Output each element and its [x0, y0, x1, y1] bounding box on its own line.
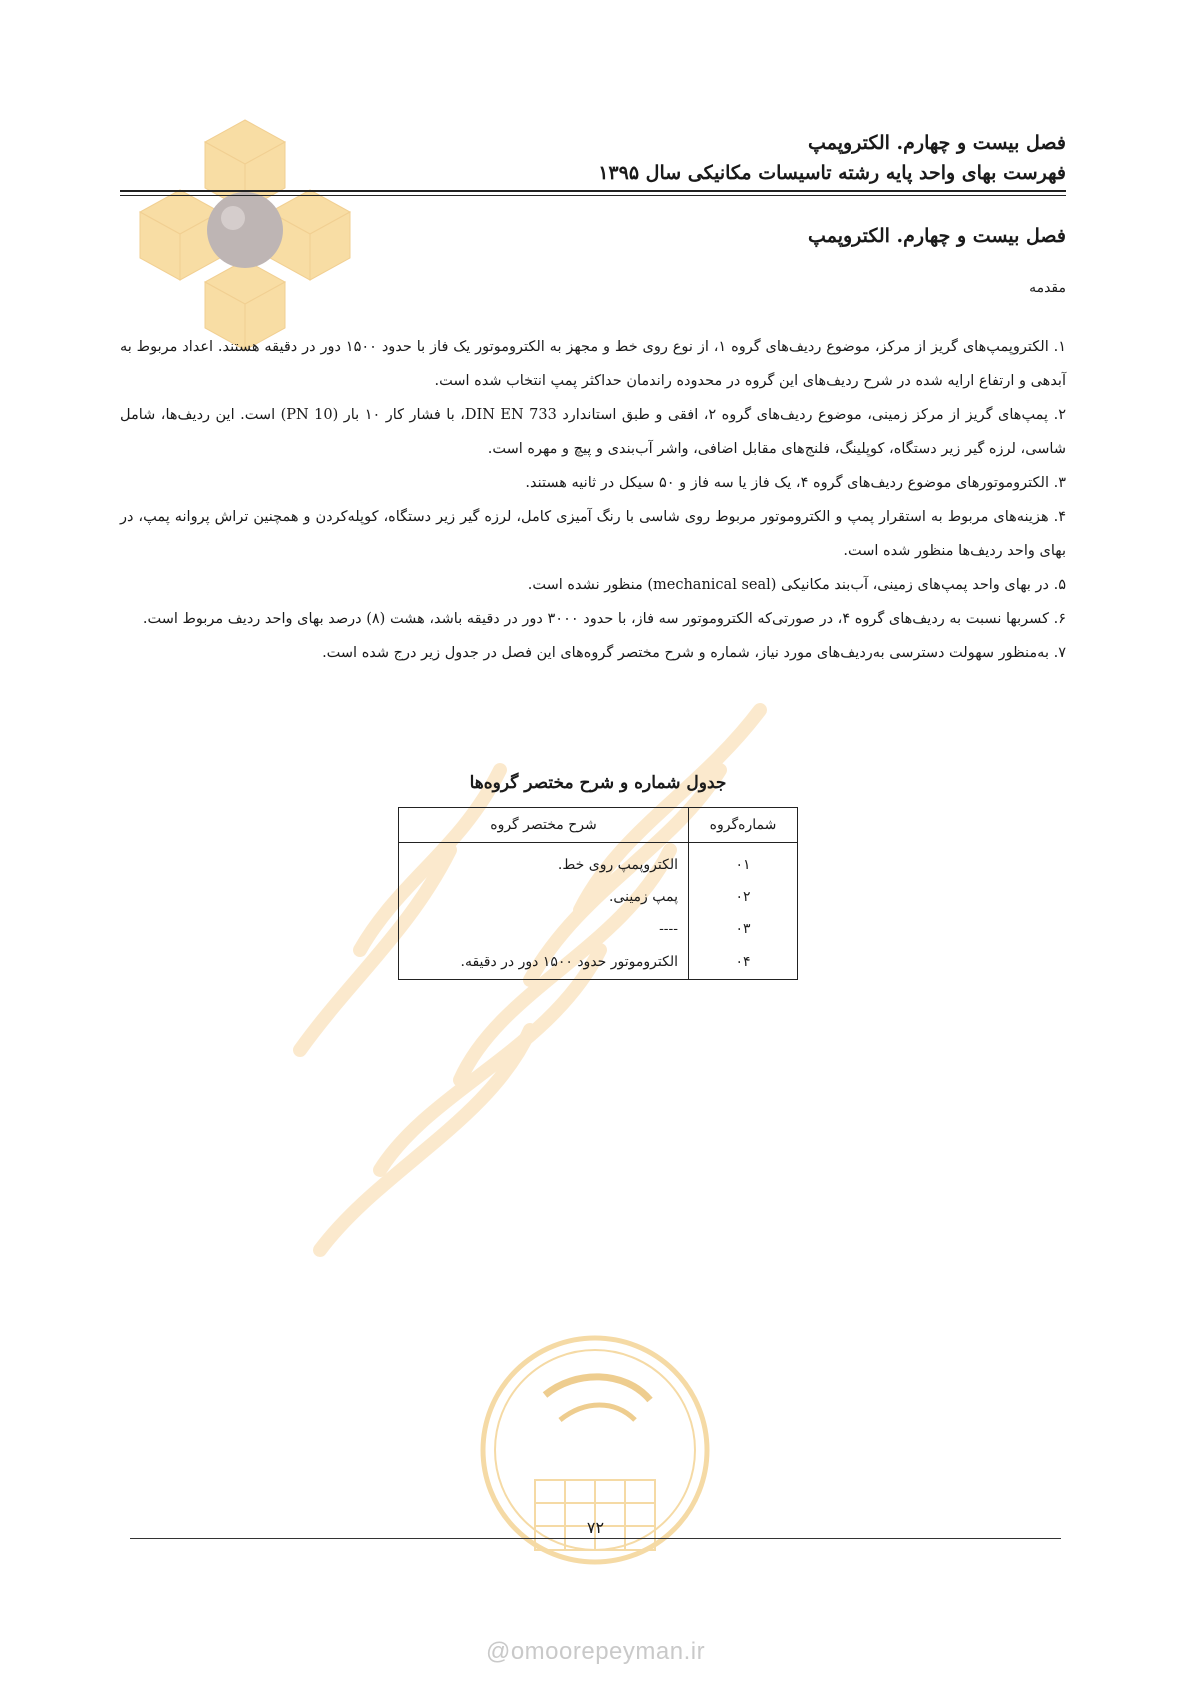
group-number: ۰۲ — [689, 881, 798, 913]
table-row — [399, 881, 798, 913]
header-rule-thick — [120, 190, 1066, 192]
footer-rule — [130, 1538, 1061, 1539]
column-header-description: شرح مختصر گروه — [399, 808, 689, 843]
page-number: ۷۲ — [586, 1518, 605, 1537]
group-number: ۰۱ — [689, 843, 798, 882]
group-description: پمپ زمینی. — [399, 881, 689, 913]
table-title: جدول شماره و شرح مختصر گروه‌ها — [469, 773, 727, 793]
paragraph-7: ۷. به‌منظور سهولت دسترسی به‌ردیف‌های مورد نیاز، شماره و شرح مختصر گروه‌های این فصل در جدول زیر درج شده است. — [322, 645, 1066, 661]
table-row — [399, 913, 798, 945]
paragraph-1: ۱. الکتروپمپ‌های گریز از مرکز، موضوع ردیف‌های گروه ۱، از نوع روی خط و مجهز به الکتروموتور یک فاز با حدود ۱۵۰۰ دور در دقیقه هستند. اعداد مربوط به آبدهی و ارتفاع ارایه شده در شرح ردیف‌های این گروه در محدوده راندمان حداکثر پمپ انتخاب شده است. — [120, 339, 1067, 389]
group-description: الکتروپمپ روی خط. — [399, 843, 689, 882]
header-book-title: فهرست بهای واحد پایه رشته تاسیسات مکانیکی سال ۱۳۹۵ — [598, 162, 1066, 184]
paragraph-5: ۵. در بهای واحد پمپ‌های زمینی، آب‌بند مکانیکی (mechanical seal) منظور نشده است. — [527, 577, 1066, 593]
header-chapter-title: فصل بیست و چهارم. الکتروپمپ — [808, 132, 1066, 154]
groups-table — [398, 807, 798, 980]
table-row — [399, 843, 798, 882]
paragraph-3: ۳. الکتروموتورهای موضوع ردیف‌های گروه ۴، یک فاز یا سه فاز و ۵۰ سیکل در ثانیه هستند. — [525, 475, 1066, 491]
seal-watermark — [475, 1300, 715, 1600]
table-header-row — [399, 808, 798, 843]
running-header — [598, 128, 1066, 188]
intro-paragraphs — [120, 330, 1066, 670]
intro-label: مقدمه — [1029, 280, 1066, 296]
header-rule-thin — [120, 195, 1066, 196]
website-watermark-text: omoorepeyman.ir — [510, 1638, 706, 1665]
table-row — [399, 945, 798, 980]
group-number: ۰۴ — [689, 945, 798, 980]
group-description: ---- — [399, 913, 689, 945]
at-icon: @ — [485, 1638, 511, 1665]
website-watermark — [0, 1638, 1191, 1666]
column-header-number: شماره‌گروه — [689, 808, 798, 843]
paragraph-4: ۴. هزینه‌های مربوط به استقرار پمپ و الکتروموتور مربوط روی شاسی با رنگ آمیزی کامل، لرزه گیر زیر دستگاه، کوپله‌کردن و همچنین تراش پروانه پمپ، در بهای واحد ردیف‌ها منظور شده است. — [120, 509, 1066, 559]
section-title: فصل بیست و چهارم. الکتروپمپ — [808, 225, 1066, 247]
group-description: الکتروموتور حدود ۱۵۰۰ دور در دقیقه. — [399, 945, 689, 980]
paragraph-2: ۲. پمپ‌های گریز از مرکز زمینی، موضوع ردیف‌های گروه ۲، افقی و طبق استاندارد DIN EN 733، با فشار کار ۱۰ بار (PN 10) است. این ردیف‌ها، شامل شاسی، لرزه گیر زیر دستگاه، کوپلینگ، فلنج‌های مقابل اضافی، واشر آب‌بندی و پیچ و مهره است. — [120, 407, 1066, 457]
paragraph-6: ۶. کسربها نسبت به ردیف‌های گروه ۴، در صورتی‌که الکتروموتور سه فاز، با حدود ۳۰۰۰ دور در دقیقه باشد، هشت (۸) درصد بهای واحد ردیف مربوط است. — [142, 611, 1066, 627]
group-number: ۰۳ — [689, 913, 798, 945]
